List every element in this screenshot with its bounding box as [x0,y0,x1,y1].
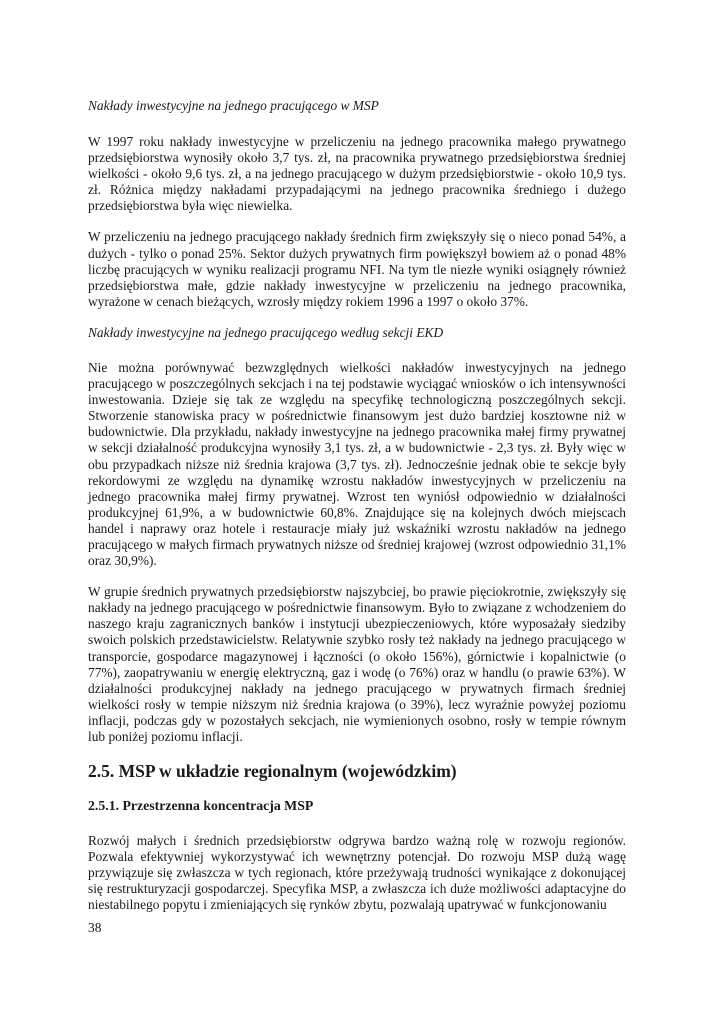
paragraph-ekd-sections: Nie można porównywać bezwzględnych wielkości nakładów inwestycyjnych na jednego pracującego w poszczególnych sekcjach i na tej podstawie wyciągać wniosków o ich intensywności inwestowania. Dzieje się tak ze względu na specyfikę technologiczną poszczególnych sekcji. Stworzenie stanowiska pracy w pośrednictwie finansowym jest dużo bardziej kosztowne niż w budownictwie. Dla przykładu, nakłady inwestycyjne na jednego pracownika małej firmy prywatnej w sekcji działalność produkcyjna wynosiły 3,1 tys. zł, a w budownictwie - 2,3 tys. zł. Były więc w obu przypadkach niższe niż średnia krajowa (3,7 tys. zł). Jednocześnie jednak obie te sekcje były rekordowymi ze względu na dynamikę wzrostu nakładów inwestycyjnych w przeliczeniu na jednego pracownika małej firmy prywatnej. Wzrost ten wyniósł odpowiednio w działalności produkcyjnej 61,9%, a w budownictwie 60,8%. Znajdujące się na kolejnych dwóch miejscach handel i naprawy oraz hotele i restauracje miały już wskaźniki wzrostu nakładów na jednego pracującego w małych firmach prywatnych niższe od średniej krajowej (wzrost odpowiednio 31,1% oraz 30,9%). [88,359,626,569]
subheading-investment-per-worker: Nakłady inwestycyjne na jednego pracującego w MSP [88,98,379,113]
section-heading-regional: 2.5. MSP w układzie regionalnym (wojewódzkim) [88,761,457,782]
page-number: 38 [88,920,102,935]
subheading-investment-by-ekd-section: Nakłady inwestycyjne na jednego pracującego według sekcji EKD [88,324,444,340]
subsection-heading-spatial-concentration: 2.5.1. Przestrzenna koncentracja MSP [88,798,314,814]
document-page [88,98,626,914]
paragraph-medium-firms: W grupie średnich prywatnych przedsiębiorstw najszybciej, bo prawie pięciokrotnie, zwiększyły się nakłady na jednego pracującego w pośrednictwie finansowym. Było to związane z wchodzeniem do naszego kraju zagranicznych banków i instytucji ubezpieczeniowych, które wyposażały siedziby swoich polskich przedstawicielstw. Relatywnie szybko rosły też nakłady na jednego pracującego w transporcie, gospodarce magazynowej i łączności (o około 156%), górnictwie i kopalnictwie (o 77%), zaopatrywaniu w energię elektryczną, gaz i wodę (o 76%) oraz w handlu (o prawie 63%). W działalności produkcyjnej nakłady na jednego pracującego w prywatnych firmach średniej wielkości rosły w tempie niższym niż średnia krajowa (o 39%), lecz wyraźnie powyżej poziomu inflacji, podczas gdy w pozostałych sekcjach, nie wymienionych osobno, rosły w tempie równym lub poniżej poziomu inflacji. [88,584,626,744]
paragraph-1997-investment: W 1997 roku nakłady inwestycyjne w przeliczeniu na jednego pracownika małego prywatnego przedsiębiorstwa wynosiły około 3,7 tys. zł, na pracownika prywatnego przedsiębiorstwa średniej wielkości - około 9,6 tys. zł, a na jednego pracującego w dużym przedsiębiorstwie - około 10,9 tys. zł. Różnica między nakładami przypadającymi na jednego pracownika średniego i dużego przedsiębiorstwa była więc niewielka. [88,134,626,214]
paragraph-per-worker-growth: W przeliczeniu na jednego pracującego nakłady średnich firm zwiększyły się o nieco ponad 54%, a dużych - tylko o ponad 25%. Sektor dużych prywatnych firm powiększył bowiem aż o ponad 48% liczbę pracujących w wyniku realizacji programu NFI. Na tym tle niezłe wyniki osiągnęły również przedsiębiorstwa małe, gdzie nakłady inwestycyjne w przeliczeniu na jednego pracownika, wyrażone w cenach bieżących, wzrosły między rokiem 1996 a 1997 o około 37%. [88,229,626,309]
paragraph-regional-development: Rozwój małych i średnich przedsiębiorstw odgrywa bardzo ważną rolę w rozwoju regionów. Pozwala efektywniej wykorzystywać ich wewnętrzny potencjał. Do rozwoju MSP dużą wagę przywiązuje się zwłaszcza w tych regionach, które przeżywają trudności wynikające z dokonującej się restrukturyzacji gospodarczej. Specyfika MSP, a zwłaszcza ich duże możliwości adaptacyjne do niestabilnego popytu i zmieniających się rynków zbytu, pozwalają upatrywać w funkcjonowaniu [88,833,626,913]
